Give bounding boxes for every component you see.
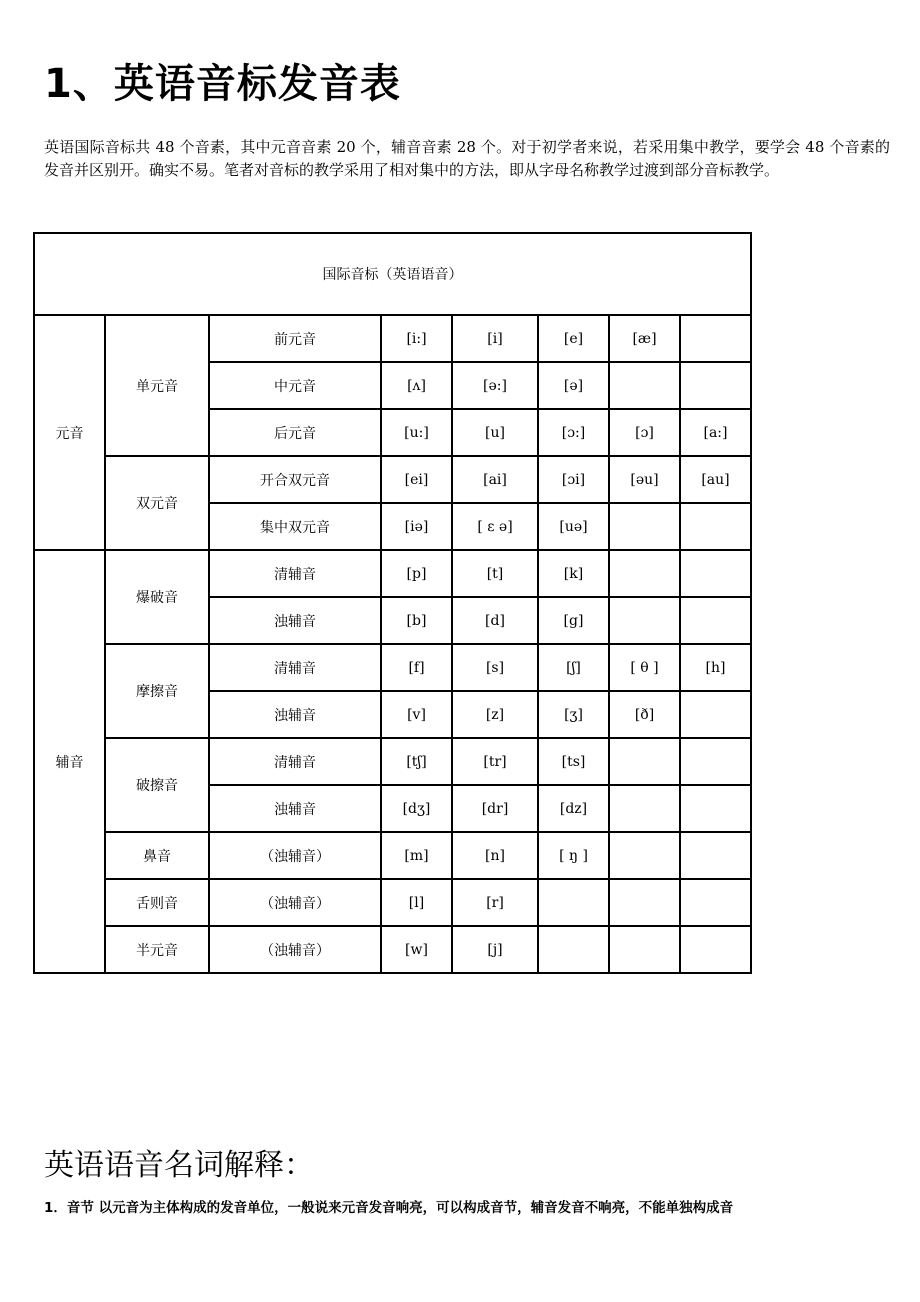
row-label: 前元音 (209, 315, 381, 362)
table-row (34, 644, 751, 691)
page-title: 1、英语音标发音表 (44, 61, 401, 107)
symbol-cell: [i:] (381, 315, 452, 362)
symbol-cell (609, 550, 680, 597)
symbol-cell: [əu] (609, 456, 680, 503)
subgroup-fricative: 摩擦音 (105, 644, 209, 738)
subgroup-affricate: 破擦音 (105, 738, 209, 832)
symbol-cell (680, 550, 751, 597)
group-vowel: 元音 (34, 315, 105, 550)
symbol-cell (538, 879, 609, 926)
symbol-cell (609, 738, 680, 785)
symbol-cell: [j] (452, 926, 538, 973)
symbol-cell: [ ŋ ] (538, 832, 609, 879)
row-label: 浊辅音 (209, 691, 381, 738)
symbol-cell: [m] (381, 832, 452, 879)
symbol-cell: [uə] (538, 503, 609, 550)
symbol-cell: [e] (538, 315, 609, 362)
symbol-cell (680, 785, 751, 832)
symbol-cell (609, 597, 680, 644)
subgroup-diphthong: 双元音 (105, 456, 209, 550)
group-consonant: 辅音 (34, 550, 105, 973)
symbol-cell: [t] (452, 550, 538, 597)
symbol-cell: [r] (452, 879, 538, 926)
symbol-cell: [a:] (680, 409, 751, 456)
symbol-cell: [v] (381, 691, 452, 738)
symbol-cell: [s] (452, 644, 538, 691)
symbol-cell (538, 926, 609, 973)
symbol-cell: [dʒ] (381, 785, 452, 832)
table-row (34, 832, 751, 879)
subgroup-monophthong: 单元音 (105, 315, 209, 456)
symbol-cell (609, 879, 680, 926)
row-label: 清辅音 (209, 738, 381, 785)
symbol-cell: [ θ ] (609, 644, 680, 691)
symbol-cell: [dr] (452, 785, 538, 832)
row-label: 清辅音 (209, 550, 381, 597)
symbol-cell: [h] (680, 644, 751, 691)
table-row (34, 550, 751, 597)
symbol-cell: [ ε ə] (452, 503, 538, 550)
intro-paragraph: 英语国际音标共 48 个音素，其中元音音素 20 个，辅音音素 28 个。对于初学者来说，若采用集中教学，要学会 48 个音素的发音并区别开。确实不易。笔者对音标的教学采用了相对集中的方法，即从字母名称教学过渡到部分音标教学。 (44, 138, 890, 179)
symbol-cell: [ɔ:] (538, 409, 609, 456)
symbol-cell: [u:] (381, 409, 452, 456)
subgroup-plosive: 爆破音 (105, 550, 209, 644)
symbol-cell (680, 503, 751, 550)
symbol-cell (680, 738, 751, 785)
symbol-cell: [i] (452, 315, 538, 362)
row-label: 清辅音 (209, 644, 381, 691)
symbol-cell: [ts] (538, 738, 609, 785)
symbol-cell: [k] (538, 550, 609, 597)
symbol-cell: [ɔ] (609, 409, 680, 456)
table-row (34, 315, 751, 362)
symbol-cell: [b] (381, 597, 452, 644)
symbol-cell: [tʃ] (381, 738, 452, 785)
symbol-cell: [ə] (538, 362, 609, 409)
table-header: 国际音标（英语语音） (34, 233, 751, 315)
symbol-cell: [l] (381, 879, 452, 926)
subgroup-lateral: 舌则音 (105, 879, 209, 926)
symbol-cell (680, 315, 751, 362)
symbol-cell: [p] (381, 550, 452, 597)
symbol-cell: [ð] (609, 691, 680, 738)
symbol-cell: [ə:] (452, 362, 538, 409)
symbol-cell (609, 362, 680, 409)
symbol-cell: [ɔi] (538, 456, 609, 503)
symbol-cell: [u] (452, 409, 538, 456)
symbol-cell: [n] (452, 832, 538, 879)
row-label: 后元音 (209, 409, 381, 456)
symbol-cell: [dz] (538, 785, 609, 832)
row-label: 浊辅音 (209, 597, 381, 644)
row-label: 浊辅音 (209, 785, 381, 832)
table-row (34, 738, 751, 785)
symbol-cell (609, 926, 680, 973)
symbol-cell: [w] (381, 926, 452, 973)
symbol-cell (680, 832, 751, 879)
symbol-cell: [g] (538, 597, 609, 644)
symbol-cell: [ei] (381, 456, 452, 503)
subgroup-nasal: 鼻音 (105, 832, 209, 879)
row-label: 开合双元音 (209, 456, 381, 503)
symbol-cell (680, 362, 751, 409)
symbol-cell (609, 785, 680, 832)
symbol-cell (680, 926, 751, 973)
row-label: 中元音 (209, 362, 381, 409)
symbol-cell: [iə] (381, 503, 452, 550)
symbol-cell (680, 879, 751, 926)
symbol-cell: [f] (381, 644, 452, 691)
symbol-cell (680, 691, 751, 738)
symbol-cell: [d] (452, 597, 538, 644)
table-row (34, 879, 751, 926)
symbol-cell: [ʒ] (538, 691, 609, 738)
symbol-cell: [ʃ] (538, 644, 609, 691)
symbol-cell (680, 597, 751, 644)
glossary-heading: 英语语音名词解释： (44, 1148, 314, 1183)
subgroup-semivowel: 半元音 (105, 926, 209, 973)
table-row (34, 456, 751, 503)
symbol-cell (609, 832, 680, 879)
glossary-item: 1．音节 以元音为主体构成的发音单位，一般说来元音发音响亮，可以构成音节，辅音发音不响亮，不能单独构成音 (44, 1200, 734, 1216)
symbol-cell: [z] (452, 691, 538, 738)
symbol-cell: [ʌ] (381, 362, 452, 409)
symbol-cell: [au] (680, 456, 751, 503)
row-label: （浊辅音） (209, 926, 381, 973)
symbol-cell: [tr] (452, 738, 538, 785)
row-label: （浊辅音） (209, 832, 381, 879)
symbol-cell: [ai] (452, 456, 538, 503)
table-row (34, 926, 751, 973)
ipa-table (33, 232, 752, 974)
symbol-cell: [æ] (609, 315, 680, 362)
row-label: （浊辅音） (209, 879, 381, 926)
row-label: 集中双元音 (209, 503, 381, 550)
symbol-cell (609, 503, 680, 550)
